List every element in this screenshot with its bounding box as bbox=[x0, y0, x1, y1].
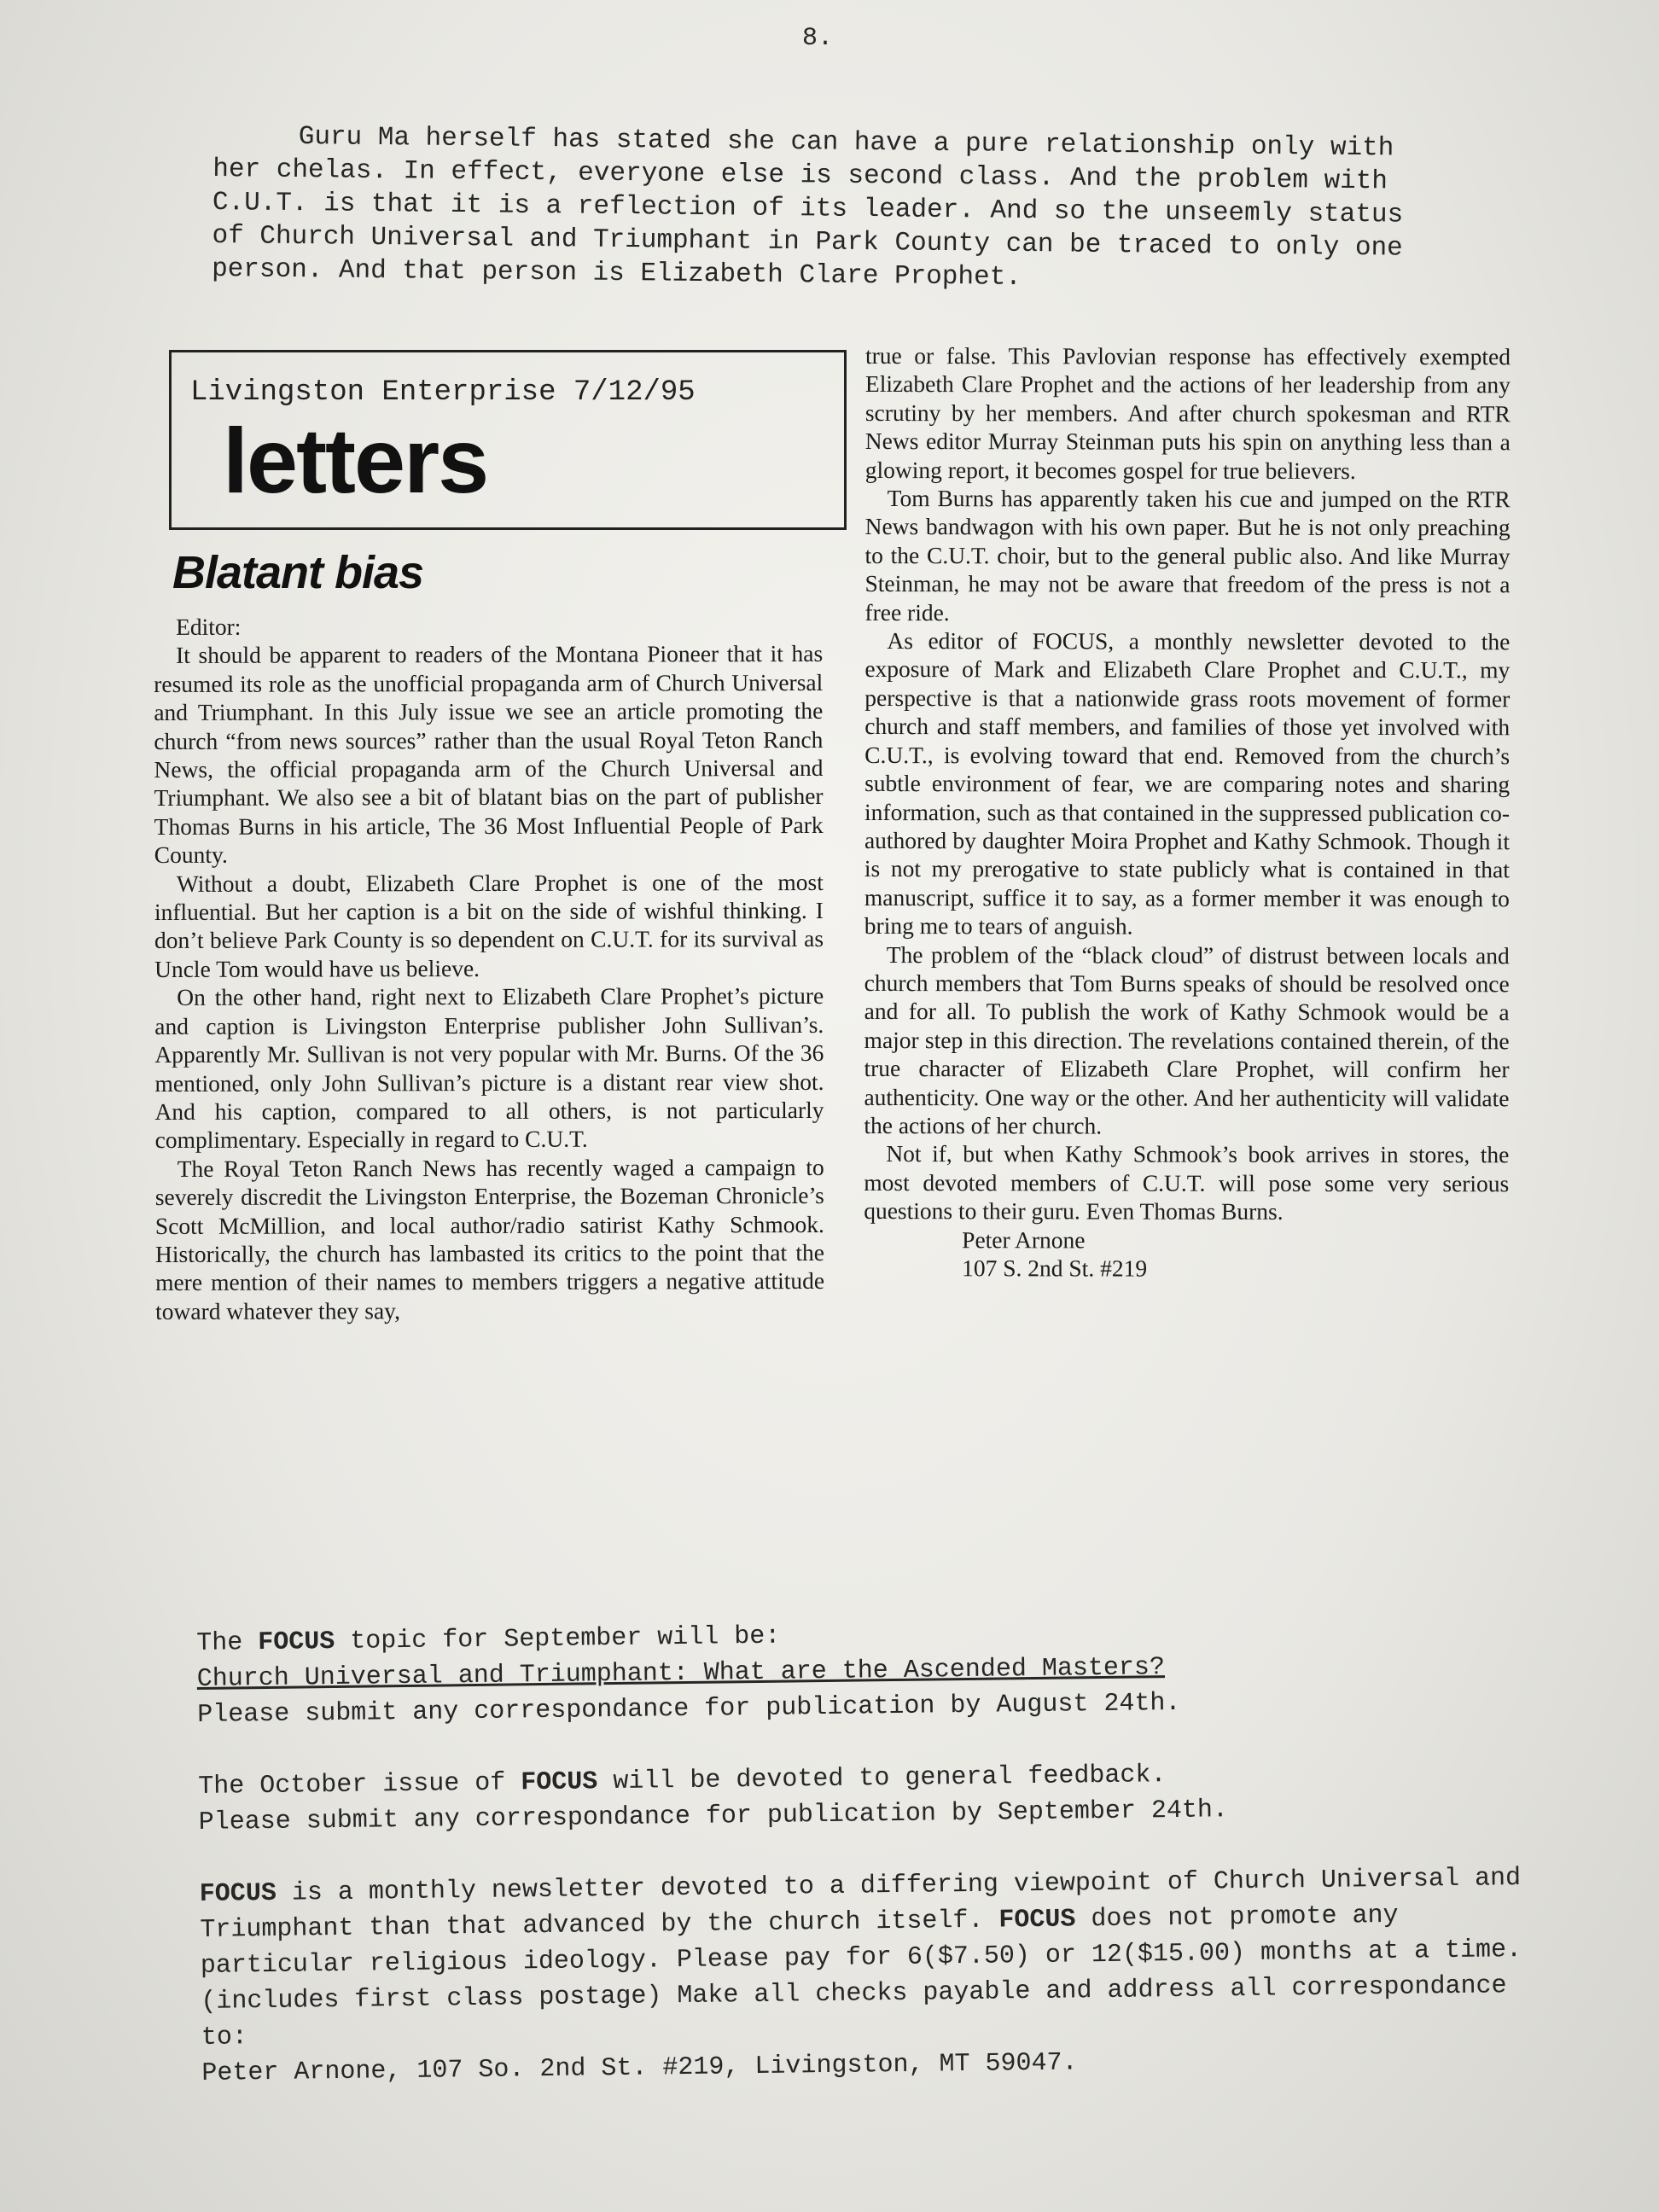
letter-paragraph: The Royal Teton Ranch News has recently waged a campaign to severely discredit the Livingston Enterprise, the Bozeman Chronicle’s Scott McMillion, and local author/radio satirist Kathy Schmook. Historically, the church has lambasted its critics to the point that the mere mention of their names to members triggers a negative attitude toward whatever they say, bbox=[154, 1153, 825, 1324]
notice-text: will be devoted to general feedback. bbox=[597, 1761, 1167, 1797]
letter-headline: Blatant bias bbox=[172, 547, 424, 598]
signature-address: 107 S. 2nd St. #219 bbox=[962, 1254, 1148, 1282]
letter-paragraph: Tom Burns has apparently taken his cue and jumped on the RTR News bandwagon with his own paper. But he is not only preaching to the C.U.T. choir, but to the general public also. And like Murray Steinman, he may not be aware that freedom of the press is not a free ride. bbox=[864, 485, 1511, 626]
october-deadline: Please submit any correspondance for publication by September 24th. bbox=[198, 1796, 1229, 1837]
signature-block bbox=[864, 1225, 1509, 1283]
notice-text: does not promote any particular religious ideology. Please pay for 6($7.50) or 12($15.00) months at a time. (includes first class postage) Make all checks payable and address all correspondance to: bbox=[200, 1901, 1522, 2052]
focus-name: FOCUS bbox=[521, 1767, 598, 1798]
newspaper-clipping bbox=[154, 341, 1519, 1553]
letter-paragraph: The problem of the “black cloud” of distrust between locals and church members that Tom Burns speaks of should be resolved once and for all. To publish the work of Kathy Schmook would be a major step in this direction. The revelations contained therein, of the true character of Elizabeth Clare Prophet, will confirm her authenticity. One way or the other. And her authenticity will validate the actions of her church. bbox=[864, 940, 1510, 1139]
page-number: 8. bbox=[802, 24, 834, 53]
section-title: letters bbox=[223, 409, 488, 512]
letter-paragraph: On the other hand, right next to Elizabeth Clare Prophet’s picture and caption is Livingston Enterprise publisher John Sullivan’s. Apparently Mr. Sullivan is not very popular with Mr. Burns. Of the 36 mentioned, only John Sullivan’s picture is a distant rear view shot. And his caption, compared to all others, is not particularly complimentary. Especially in regard to C.U.T. bbox=[154, 982, 824, 1154]
notice-text: The October issue of bbox=[198, 1768, 521, 1802]
mailing-address: Peter Arnone, 107 So. 2nd St. #219, Livingston, MT 59047. bbox=[201, 2048, 1078, 2088]
newsletter-notices bbox=[196, 1610, 1551, 2092]
intro-text: Guru Ma herself has stated she can have a pure relationship only with her chelas. In effect, everyone else is second class. And the problem with C.U.T. is that it is a reflection of its leader. And so the unseemly status of Church Universal and Triumphant in Park County can be traced to only one person. And that person is Elizabeth Clare Prophet. bbox=[211, 122, 1404, 293]
salutation: Editor: bbox=[176, 613, 242, 640]
clipping-source: Livingston Enterprise 7/12/95 bbox=[190, 376, 696, 409]
notice-text: is a monthly newsletter devoted to a differing viewpoint of Church Universal and Triumphant than that advanced by the church itself. bbox=[200, 1864, 1522, 1945]
september-topic: Church Universal and Triumphant: What are the Ascended Masters? bbox=[196, 1653, 1166, 1694]
letter-paragraph: As editor of FOCUS, a monthly newsletter devoted to the exposure of Mark and Elizabeth Clare Prophet and C.U.T., my perspective is that a nationwide grass roots movement of former church and staff members, and families of those yet involved with C.U.T., is evolving toward that end. Removed from the church’s subtle environment of fear, we are comparing notes and sharing information, such as that contained in the suppressed publication co-authored by daughter Moira Prophet and Kathy Schmook. Though it is not my prerogative to state publicly what is contained in that manuscript, suffice it to say, as a former member it was enough to bring me to tears of anguish. bbox=[864, 627, 1511, 940]
letter-paragraph: Not if, but when Kathy Schmook’s book arrives in stores, the most devoted members of C.U.T. will pose some very serious questions to their guru. Even Thomas Burns. bbox=[864, 1140, 1510, 1225]
letter-paragraph: Without a doubt, Elizabeth Clare Prophet is one of the most influential. But her caption is a bit on the side of wishful thinking. I don’t believe Park County is so dependent on C.U.T. for its survival as Uncle Tom would have us believe. bbox=[154, 868, 824, 982]
focus-name: FOCUS bbox=[998, 1905, 1076, 1936]
masthead-box bbox=[169, 350, 847, 530]
intro-paragraph bbox=[212, 119, 1408, 299]
about-focus bbox=[200, 1860, 1550, 2056]
left-column bbox=[154, 611, 824, 1325]
notice-text: topic for September will be: bbox=[335, 1621, 781, 1657]
focus-name: FOCUS bbox=[199, 1878, 277, 1909]
notice-text: The bbox=[196, 1628, 259, 1658]
signature-name: Peter Arnone bbox=[962, 1225, 1086, 1254]
focus-name: FOCUS bbox=[258, 1627, 335, 1658]
right-column bbox=[864, 341, 1511, 1283]
letter-continuation: true or false. This Pavlovian response has effectively exempted Elizabeth Clare Prophet and the actions of her leadership from any scrutiny by her members. And after church spokesman and RTR News editor Murray Steinman puts his spin on anything less than a glowing report, it becomes gospel for true believers. bbox=[864, 342, 1511, 484]
september-deadline: Please submit any correspondance for publication by August 24th. bbox=[197, 1688, 1181, 1730]
letter-paragraph: It should be apparent to readers of the Montana Pioneer that it has resumed its role as the unofficial propaganda arm of Church Universal and Triumphant. In this July issue we see an article promoting the church “from news sources” rather than the usual Royal Teton Ranch News, the official propaganda arm of the Church Universal and Triumphant. We also see a bit of blatant bias on the part of publisher Thomas Burns in his article, The 36 Most Influential People of Park County. bbox=[154, 640, 824, 869]
